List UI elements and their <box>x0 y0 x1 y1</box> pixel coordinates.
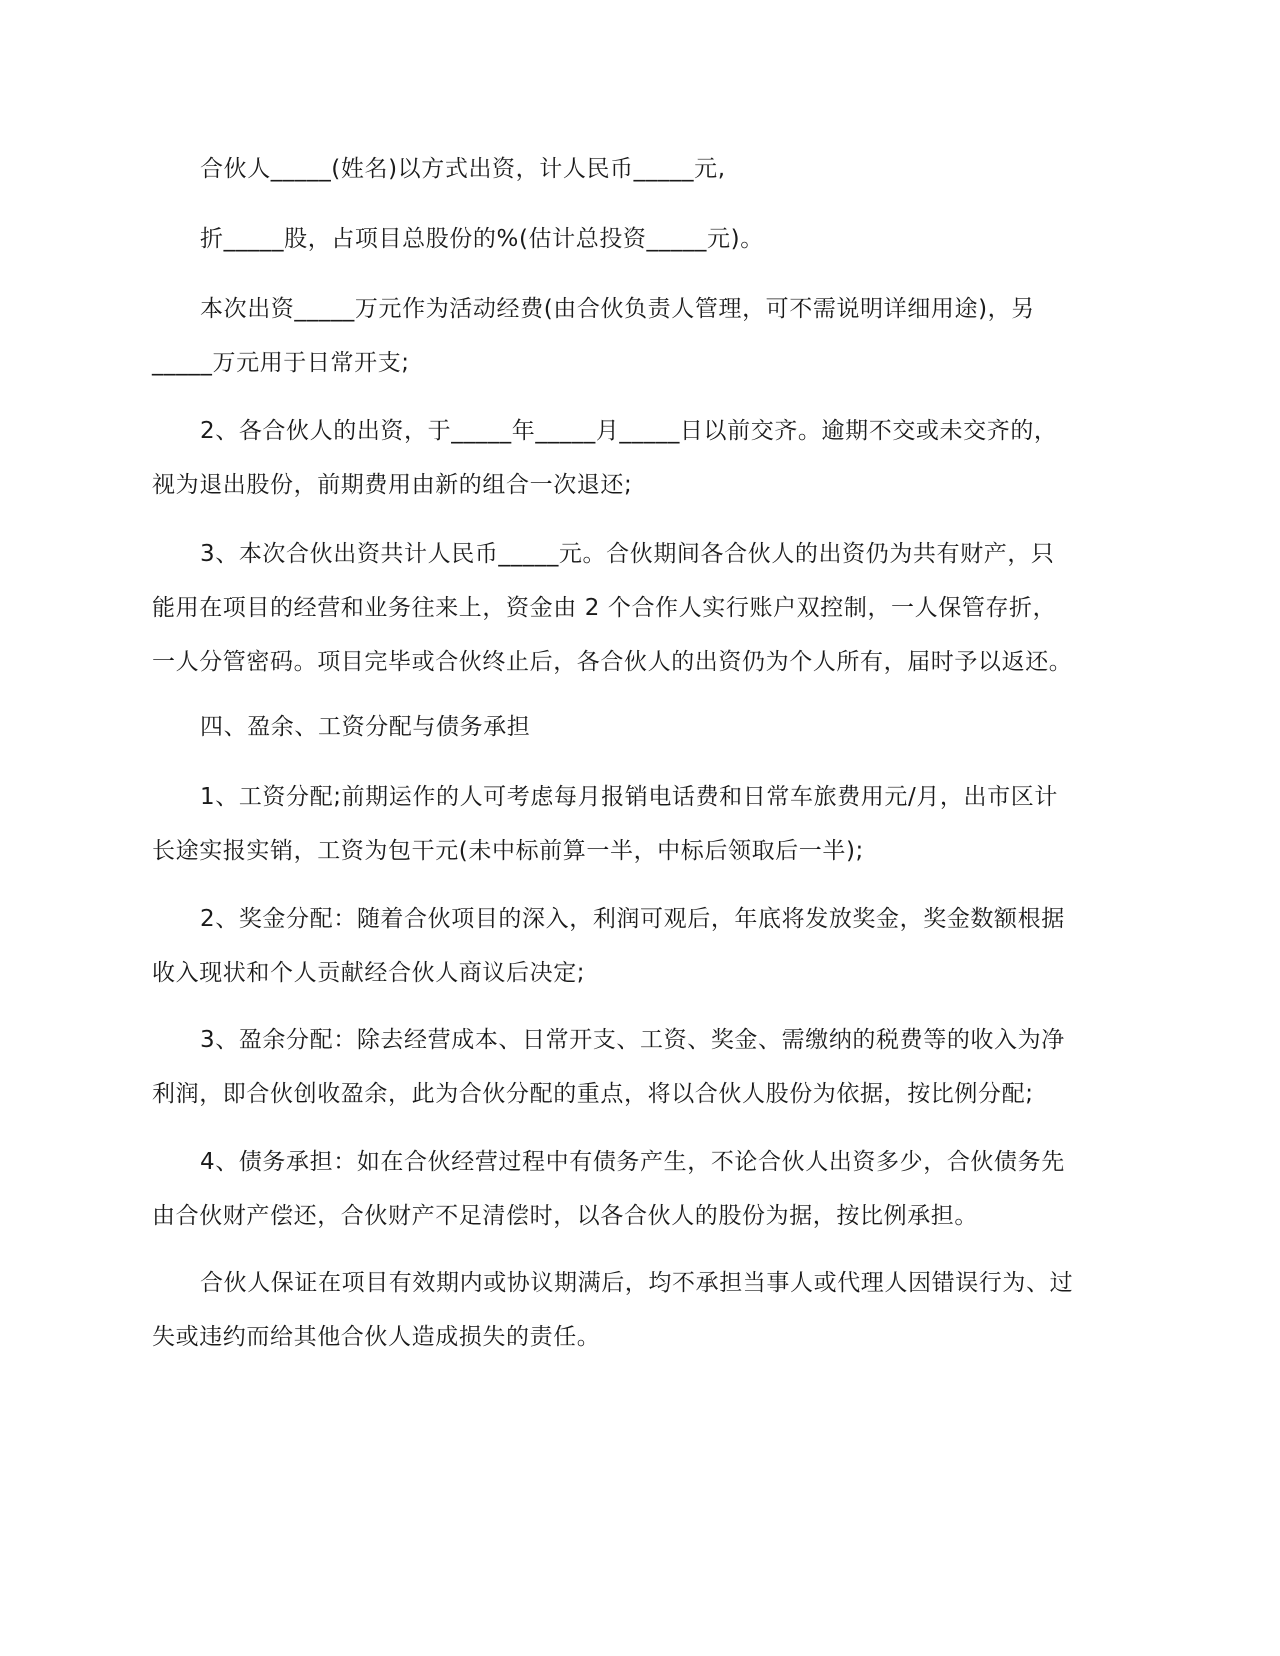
paragraph-line: 1、工资分配;前期运作的人可考虑每月报销电话费和日常车旅费用元/月，出市区计 <box>200 784 1058 810</box>
paragraph-line: 合伙人保证在项目有效期内或协议期满后，均不承担当事人或代理人因错误行为、过 <box>200 1270 1074 1296</box>
paragraph-activity-funds <box>152 282 1132 390</box>
paragraph-partner-contribution <box>152 142 1132 196</box>
paragraph-line: 能用在项目的经营和业务往来上，资金由 2 个合作人实行账户双控制，一人保管存折， <box>152 595 1057 621</box>
paragraph-line: 合伙人_____(姓名)以方式出资，计人民币_____元, <box>200 156 726 182</box>
paragraph-line: 失或违约而给其他合伙人造成损失的责任。 <box>152 1324 601 1350</box>
paragraph-line: 视为退出股份，前期费用由新的组合一次退还; <box>152 472 633 498</box>
paragraph-bonus-distribution <box>152 892 1132 1000</box>
paragraph-line: _____万元用于日常开支; <box>152 350 410 376</box>
paragraph-line: 由合伙财产偿还，合伙财产不足清偿时，以各合伙人的股份为据，按比例承担。 <box>152 1203 978 1229</box>
paragraph-line: 3、盈余分配：除去经营成本、日常开支、工资、奖金、需缴纳的税费等的收入为净 <box>200 1027 1065 1053</box>
paragraph-clause-2-deadline <box>152 404 1132 512</box>
paragraph-line: 2、各合伙人的出资，于_____年_____月_____日以前交齐。逾期不交或未交齐的， <box>200 418 1058 444</box>
paragraph-shares <box>152 212 1132 266</box>
paragraph-line: 长途实报实销，工资为包干元(未中标前算一半，中标后领取后一半); <box>152 838 864 864</box>
paragraph-line: 收入现状和个人贡献经合伙人商议后决定; <box>152 960 586 986</box>
paragraph-line: 3、本次合伙出资共计人民币_____元。合伙期间各合伙人的出资仍为共有财产，只 <box>200 541 1055 567</box>
paragraph-line: 一人分管密码。项目完毕或合伙终止后，各合伙人的出资仍为个人所有，届时予以返还。 <box>152 649 1073 675</box>
paragraph-surplus-distribution <box>152 1013 1132 1121</box>
paragraph-line: 利润，即合伙创收盈余，此为合伙分配的重点，将以合伙人股份为依据，按比例分配; <box>152 1081 1034 1107</box>
paragraph-partner-guarantee <box>152 1256 1132 1364</box>
paragraph-line: 2、奖金分配：随着合伙项目的深入，利润可观后，年底将发放奖金，奖金数额根据 <box>200 906 1065 932</box>
paragraph-salary-distribution <box>152 770 1132 878</box>
paragraph-clause-3-joint-property <box>152 527 1132 689</box>
paragraph-line: 4、债务承担：如在合伙经营过程中有债务产生，不论合伙人出资多少，合伙债务先 <box>200 1149 1065 1175</box>
paragraph-line: 本次出资_____万元作为活动经费(由合伙负责人管理，可不需说明详细用途)，另 <box>200 296 1035 322</box>
paragraph-debt-liability <box>152 1135 1132 1243</box>
section-heading-profit-distribution <box>152 700 1132 754</box>
section-heading: 四、盈余、工资分配与债务承担 <box>200 714 531 740</box>
paragraph-line: 折_____股，占项目总股份的%(估计总投资_____元)。 <box>200 226 764 252</box>
